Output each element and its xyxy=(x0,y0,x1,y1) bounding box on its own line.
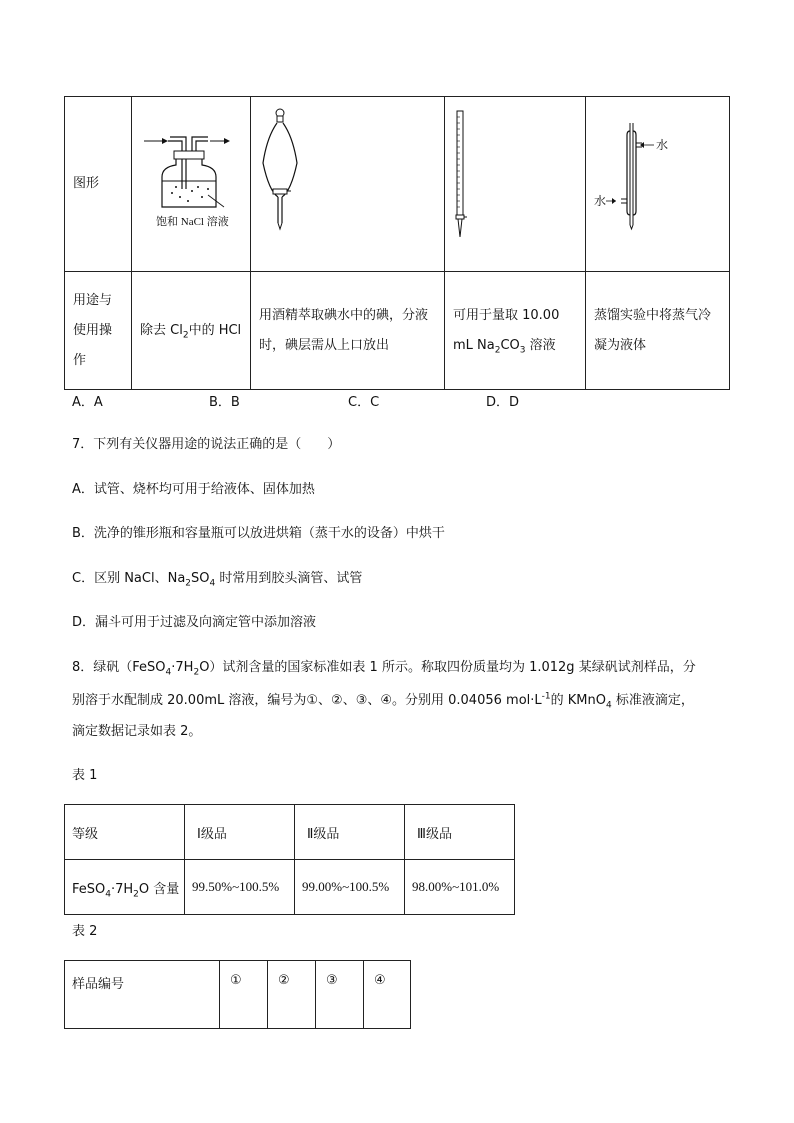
grade-header-cell: Ⅲ级品 xyxy=(405,805,515,860)
usage-b: 用酒精萃取碘水中的碘，分液 时，碘层需从上口放出 xyxy=(251,272,445,390)
separatory-funnel-figure xyxy=(251,97,445,272)
sample-table xyxy=(64,960,411,1029)
usage-a: 除去 $Cl_2$中的 HCl xyxy=(132,272,251,390)
q7-option-d: D．漏斗可用于过滤及向滴定管中添加溶液 xyxy=(72,615,317,630)
grade-header-cell: Ⅰ级品 xyxy=(185,805,295,860)
q7-option-a: A．试管、烧杯均可用于给液体、固体加热 xyxy=(72,482,315,497)
grade-value-cell: 99.50%~100.5% xyxy=(185,860,295,915)
gas-washing-bottle-drawing xyxy=(132,97,250,267)
grade-row-label: $FeSO_4\cdot 7H_2O$ 含量 xyxy=(65,860,185,915)
grade-standard-table xyxy=(64,804,515,915)
q6-option-b: B．B xyxy=(209,395,240,410)
water-outlet-label: 水 xyxy=(656,138,669,152)
sample-id-cell: ④ xyxy=(364,961,411,1029)
sample-id-cell: ② xyxy=(268,961,316,1029)
grade-value-cell: 99.00%~100.5% xyxy=(295,860,405,915)
saturated-nacl-label: 饱和 NaCl 溶液 xyxy=(156,216,229,228)
grade-value-row xyxy=(65,860,515,915)
burette-drawing xyxy=(445,97,585,267)
apparatus-table xyxy=(64,96,730,390)
q7-option-c: C．区别 NaCl、$Na_2SO_4$ 时常用到胶头滴管、试管 xyxy=(72,571,363,589)
sample-header-row xyxy=(65,961,411,1029)
table1-caption: 表 1 xyxy=(72,768,98,783)
q7-option-b: B．洗净的锥形瓶和容量瓶可以放进烘箱（蒸干水的设备）中烘干 xyxy=(72,526,445,541)
q6-option-c: C．C xyxy=(348,395,380,410)
usage-row-header: 用途与 使用操 作 xyxy=(65,272,132,390)
q8-line-3: 滴定数据记录如表 2。 xyxy=(72,724,202,739)
q6-option-d: D．D xyxy=(486,395,520,410)
figure-row-header: 图形 xyxy=(65,97,132,272)
grade-header-cell: 等级 xyxy=(65,805,185,860)
q8-line-1: 8．绿矾$(FeSO_4\cdot 7H_2O)$试剂含量的国家标准如表 1 所示。称取四份质量均为 1.012g 某绿矾试剂样品，分 xyxy=(72,660,696,678)
water-inlet-label: 水 xyxy=(594,194,607,208)
sample-id-cell: ① xyxy=(220,961,268,1029)
grade-header-row xyxy=(65,805,515,860)
q6-option-a: A．A xyxy=(72,395,103,410)
q7-stem: 7．下列有关仪器用途的说法正确的是（ ） xyxy=(72,437,341,452)
sample-header-cell: 样品编号 xyxy=(65,961,220,1029)
table2-caption: 表 2 xyxy=(72,924,98,939)
condenser-drawing xyxy=(586,97,729,267)
grade-value-cell: 98.00%~101.0% xyxy=(405,860,515,915)
grade-header-cell: Ⅱ级品 xyxy=(295,805,405,860)
usage-d: 蒸馏实验中将蒸气冷 凝为液体 xyxy=(586,272,730,390)
sample-id-cell: ③ xyxy=(316,961,364,1029)
condenser-figure xyxy=(586,97,730,272)
usage-row xyxy=(65,272,730,390)
separatory-funnel-drawing xyxy=(251,97,444,267)
gas-washing-bottle-figure xyxy=(132,97,251,272)
usage-c: 可用于量取 10.00 mL $Na_2CO_3$ 溶液 xyxy=(445,272,586,390)
burette-figure xyxy=(445,97,586,272)
figure-row xyxy=(65,97,730,272)
q8-line-2: 别溶于水配制成 20.00mL 溶液，编号为①、②、③、④。分别用 0.04056 $mol\cdot L^{-1}$的 KMnO$_4$ 标准液滴定， xyxy=(72,691,694,711)
